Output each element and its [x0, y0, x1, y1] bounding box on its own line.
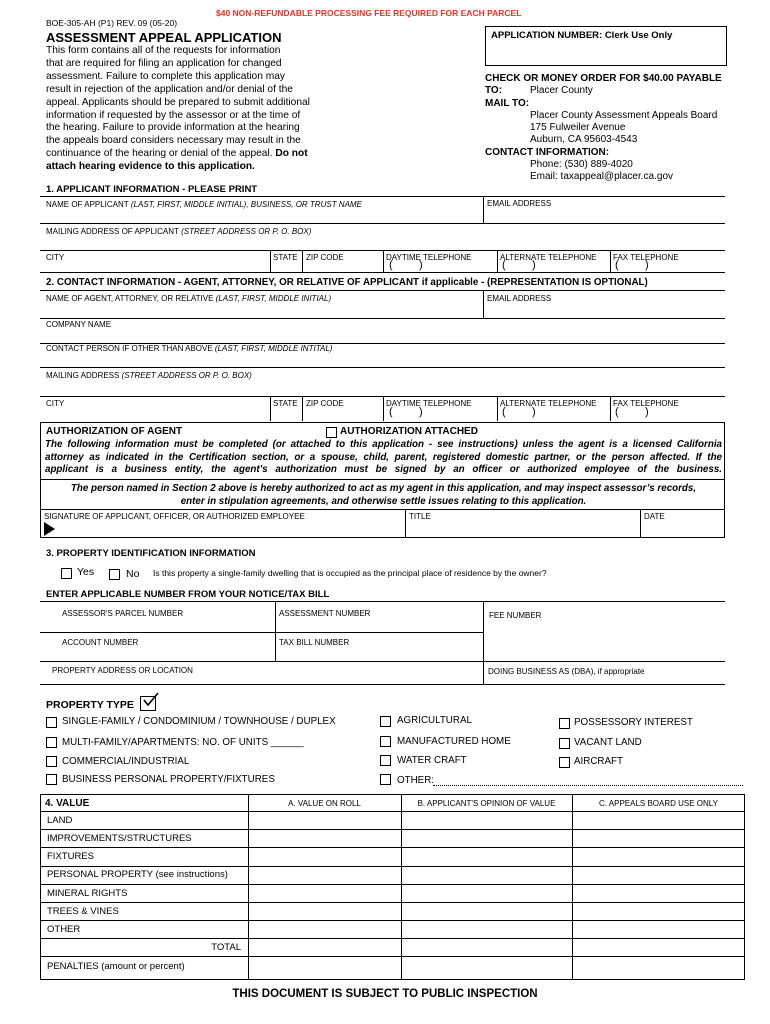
- paren-open: (: [615, 259, 619, 271]
- intro-paragraph: [46, 45, 318, 174]
- to-value: Placer County: [530, 85, 593, 97]
- section4-title: 4. VALUE: [45, 798, 90, 809]
- statement-line: enter in stipulation agreements, and otherwise settle issues relating to this application.: [180, 495, 587, 507]
- field-label: NAME OF APPLICANT: [46, 200, 129, 209]
- dba-field[interactable]: DOING BUSINESS AS (DBA), if appropriate: [488, 667, 645, 676]
- section2-title: 2. CONTACT INFORMATION - AGENT, ATTORNEY, OR RELATIVE OF APPLICANT if applicable - (REPRESENTATION IS OPTIONAL): [46, 277, 648, 288]
- applicant-name-field[interactable]: [46, 200, 476, 222]
- intro-line: assessment. Failure to complete this application may: [46, 70, 285, 82]
- signature-label: SIGNATURE OF APPLICANT, OFFICER, OR AUTHORIZED EMPLOYEE: [44, 512, 305, 521]
- mail-to-label: MAIL TO:: [485, 97, 530, 109]
- section1-title: 1. APPLICANT INFORMATION - PLEASE PRINT: [46, 184, 258, 195]
- contact-label: CONTACT INFORMATION:: [485, 146, 610, 158]
- authorization-title: AUTHORIZATION OF AGENT: [46, 426, 183, 437]
- agent-email-field[interactable]: EMAIL ADDRESS: [487, 294, 552, 303]
- field-label: NAME OF AGENT, ATTORNEY, OR RELATIVE: [46, 294, 214, 303]
- yes-label: Yes: [77, 566, 95, 578]
- intro-line: the hearing. Failure to provide information at the hearing: [46, 122, 300, 134]
- value-col-c-header: C. APPEALS BOARD USE ONLY: [598, 799, 718, 808]
- intro-line: information if requested by the assessor or at the time of: [46, 109, 301, 121]
- contact-person-field[interactable]: [46, 344, 716, 364]
- multi-family-checkbox[interactable]: [46, 737, 57, 748]
- paren-close: ): [645, 406, 649, 418]
- field-label-hint: (STREET ADDRESS OR P. O. BOX): [119, 371, 252, 380]
- field-label: MAILING ADDRESS: [46, 371, 120, 380]
- property-type-option: SINGLE-FAMILY / CONDOMINIUM / TOWNHOUSE / DUPLEX: [62, 716, 336, 727]
- agent-mailing-field[interactable]: [46, 371, 716, 391]
- applicant-mailing-field[interactable]: [46, 227, 716, 247]
- statement-line: The person named in Section 2 above is hereby authorized to act as my agent in this application, and may inspect assessor’s records,: [70, 483, 697, 494]
- property-type-option: AIRCRAFT: [574, 756, 623, 767]
- paren-open: (: [389, 259, 393, 271]
- property-type-checkmark-icon[interactable]: [140, 696, 156, 711]
- agent-day-phone-field[interactable]: DAYTIME TELEPHONE: [386, 399, 472, 408]
- address-line: 175 Fulweiler Avenue: [530, 122, 626, 134]
- possessory-interest-checkbox[interactable]: [559, 718, 570, 729]
- value-row-fixtures[interactable]: FIXTURES: [47, 851, 94, 862]
- intro-line: the appeals board considers necessary may result in the: [46, 135, 301, 147]
- section3-title: 3. PROPERTY IDENTIFICATION INFORMATION: [46, 548, 256, 559]
- agricultural-checkbox[interactable]: [380, 716, 391, 727]
- enter-number-title: ENTER APPLICABLE NUMBER FROM YOUR NOTICE/TAX BILL: [46, 589, 330, 600]
- applicant-alt-phone-field[interactable]: ALTERNATE TELEPHONE: [500, 253, 597, 262]
- value-row-trees-vines[interactable]: TREES & VINES: [47, 906, 119, 917]
- parcel-number-field[interactable]: ASSESSOR'S PARCEL NUMBER: [62, 609, 184, 618]
- field-label-hint: (LAST, FIRST, MIDDLE INITIAL), BUSINESS, OR TRUST NAME: [128, 200, 362, 209]
- payment-info: [485, 73, 722, 184]
- vacant-land-checkbox[interactable]: [559, 738, 570, 749]
- no-checkbox[interactable]: [109, 569, 120, 580]
- paren-open: (: [502, 406, 506, 418]
- payable-line: CHECK OR MONEY ORDER FOR $40.00 PAYABLE: [485, 73, 722, 84]
- paren-close: ): [532, 259, 536, 271]
- commercial-checkbox[interactable]: [46, 756, 57, 767]
- no-label: No: [126, 568, 140, 580]
- fee-notice: $40 NON-REFUNDABLE PROCESSING FEE REQUIRED FOR EACH PARCEL: [216, 8, 522, 18]
- intro-line: that are required for filing an application for changed: [46, 57, 282, 69]
- aircraft-checkbox[interactable]: [559, 757, 570, 768]
- address-line: Auburn, CA 95603-4543: [530, 134, 638, 146]
- intro-text: continuance of the hearing or denial of the appeal.: [46, 148, 273, 160]
- account-number-field[interactable]: ACCOUNT NUMBER: [62, 638, 139, 647]
- property-type-option: POSSESSORY INTEREST: [574, 717, 693, 728]
- fee-number-field[interactable]: FEE NUMBER: [489, 611, 542, 620]
- application-number-box[interactable]: [485, 26, 727, 66]
- agent-name-field[interactable]: [46, 294, 476, 316]
- value-row-total[interactable]: TOTAL: [211, 942, 241, 953]
- intro-line: attach hearing evidence to this application.: [46, 161, 255, 173]
- title-field[interactable]: TITLE: [409, 512, 431, 521]
- instruction-line: attorney as indicated in the Certification section, or a spouse, child, parent, registered domestic partner, or the person affected. If the: [45, 451, 722, 463]
- yes-checkbox[interactable]: [61, 568, 72, 579]
- single-family-checkbox[interactable]: [46, 717, 57, 728]
- owner-occupied-question: Is this property a single-family dwelling that is occupied as the principal place of residence by the owner?: [153, 568, 547, 578]
- property-type-title: PROPERTY TYPE: [46, 699, 134, 711]
- value-col-a-header: A. VALUE ON ROLL: [288, 799, 361, 808]
- address-line: Placer County Assessment Appeals Board: [530, 109, 718, 121]
- other-input-line[interactable]: [433, 785, 743, 786]
- application-number-label: APPLICATION NUMBER: Clerk Use Only: [491, 30, 673, 41]
- intro-line: This form contains all of the requests for information: [46, 45, 281, 56]
- signature-arrow-icon: [44, 522, 55, 536]
- intro-line: [46, 148, 318, 161]
- field-label-hint: (STREET ADDRESS OR P. O. BOX): [178, 227, 312, 236]
- company-name-field[interactable]: COMPANY NAME: [46, 320, 112, 329]
- date-field[interactable]: DATE: [644, 512, 665, 521]
- applicant-email-field[interactable]: EMAIL ADDRESS: [487, 199, 552, 208]
- property-type-option: MULTI-FAMILY/APARTMENTS: NO. OF UNITS ______: [62, 737, 304, 748]
- property-type-option: OTHER:: [397, 775, 435, 786]
- property-type-option: COMMERCIAL/INDUSTRIAL: [62, 756, 190, 767]
- applicant-fax-field[interactable]: FAX TELEPHONE: [613, 253, 679, 262]
- form-id: BOE-305-AH (P1) REV. 09 (05-20): [46, 18, 178, 28]
- paren-close: ): [419, 259, 423, 271]
- applicant-zip-field[interactable]: ZIP CODE: [306, 253, 344, 262]
- field-label: CONTACT PERSON IF OTHER THAN ABOVE: [46, 344, 213, 353]
- signature-field[interactable]: [44, 512, 402, 536]
- property-address-field[interactable]: PROPERTY ADDRESS OR LOCATION: [52, 666, 193, 675]
- property-type-option: AGRICULTURAL: [397, 715, 472, 726]
- form-title: ASSESSMENT APPEAL APPLICATION: [46, 30, 282, 45]
- intro-bold-text: Do not: [272, 148, 308, 160]
- assessment-number-field[interactable]: ASSESSMENT NUMBER: [279, 609, 371, 618]
- manufactured-home-checkbox[interactable]: [380, 736, 391, 747]
- agent-alt-phone-field[interactable]: ALTERNATE TELEPHONE: [500, 399, 597, 408]
- email: Email: taxappeal@placer.ca.gov: [530, 171, 674, 183]
- paren-open: (: [615, 406, 619, 418]
- water-craft-checkbox[interactable]: [380, 755, 391, 766]
- paren-close: ): [419, 406, 423, 418]
- agent-zip-field[interactable]: ZIP CODE: [306, 399, 344, 408]
- paren-close: ): [532, 406, 536, 418]
- authorization-instructions: [45, 439, 722, 477]
- value-row-personal-property[interactable]: PERSONAL PROPERTY (see instructions): [47, 869, 228, 880]
- authorization-attached-label: AUTHORIZATION ATTACHED: [340, 426, 478, 437]
- field-label: MAILING ADDRESS OF APPLICANT: [46, 227, 179, 236]
- authorization-attached-checkbox[interactable]: [326, 427, 337, 438]
- instruction-line: The following information must be completed (or attached to this application - see instructions) unless the agent is a licensed California: [45, 439, 722, 450]
- property-type-option: BUSINESS PERSONAL PROPERTY/FIXTURES: [62, 774, 275, 785]
- agent-city-field[interactable]: CITY: [46, 399, 65, 408]
- value-row-mineral-rights[interactable]: MINERAL RIGHTS: [47, 888, 128, 899]
- value-row-improvements[interactable]: IMPROVEMENTS/STRUCTURES: [47, 833, 192, 844]
- payable-to: [485, 85, 722, 97]
- value-row-land[interactable]: LAND: [47, 815, 73, 826]
- authorization-statement: [45, 483, 722, 508]
- to-label: TO:: [485, 85, 503, 97]
- agent-fax-field[interactable]: FAX TELEPHONE: [613, 399, 679, 408]
- field-label-hint: (LAST, FIRST, MIDDLE INITIAL): [213, 294, 332, 303]
- property-type-option: WATER CRAFT: [397, 755, 467, 766]
- intro-line: appeal. Applicants should be prepared to submit additional: [46, 96, 310, 108]
- value-col-b-header: B. APPLICANT'S OPINION OF VALUE: [417, 799, 556, 808]
- paren-open: (: [502, 259, 506, 271]
- property-type-option: MANUFACTURED HOME: [397, 736, 511, 747]
- business-property-checkbox[interactable]: [46, 774, 57, 785]
- phone: Phone: (530) 889-4020: [530, 159, 633, 171]
- applicant-day-phone-field[interactable]: DAYTIME TELEPHONE: [386, 253, 472, 262]
- public-inspection-notice: THIS DOCUMENT IS SUBJECT TO PUBLIC INSPECTION: [232, 988, 538, 1000]
- applicant-state-field[interactable]: STATE: [273, 253, 298, 262]
- agent-state-field[interactable]: STATE: [273, 399, 298, 408]
- other-checkbox[interactable]: [380, 774, 391, 785]
- value-row-penalties[interactable]: PENALTIES (amount or percent): [47, 961, 185, 972]
- applicant-city-field[interactable]: CITY: [46, 253, 65, 262]
- paren-close: ): [645, 259, 649, 271]
- intro-line: result in rejection of the application and/or denial of the: [46, 83, 293, 95]
- instruction-line: applicant is a business entity, the agent’s authorization must be signed by an officer or authorized employee of the business.: [45, 464, 722, 475]
- paren-open: (: [389, 406, 393, 418]
- tax-bill-number-field[interactable]: TAX BILL NUMBER: [279, 638, 350, 647]
- field-label-hint: (LAST, FIRST, MIDDLE INTITAL): [212, 344, 333, 353]
- property-type-option: VACANT LAND: [574, 737, 642, 748]
- value-row-other[interactable]: OTHER: [47, 924, 81, 935]
